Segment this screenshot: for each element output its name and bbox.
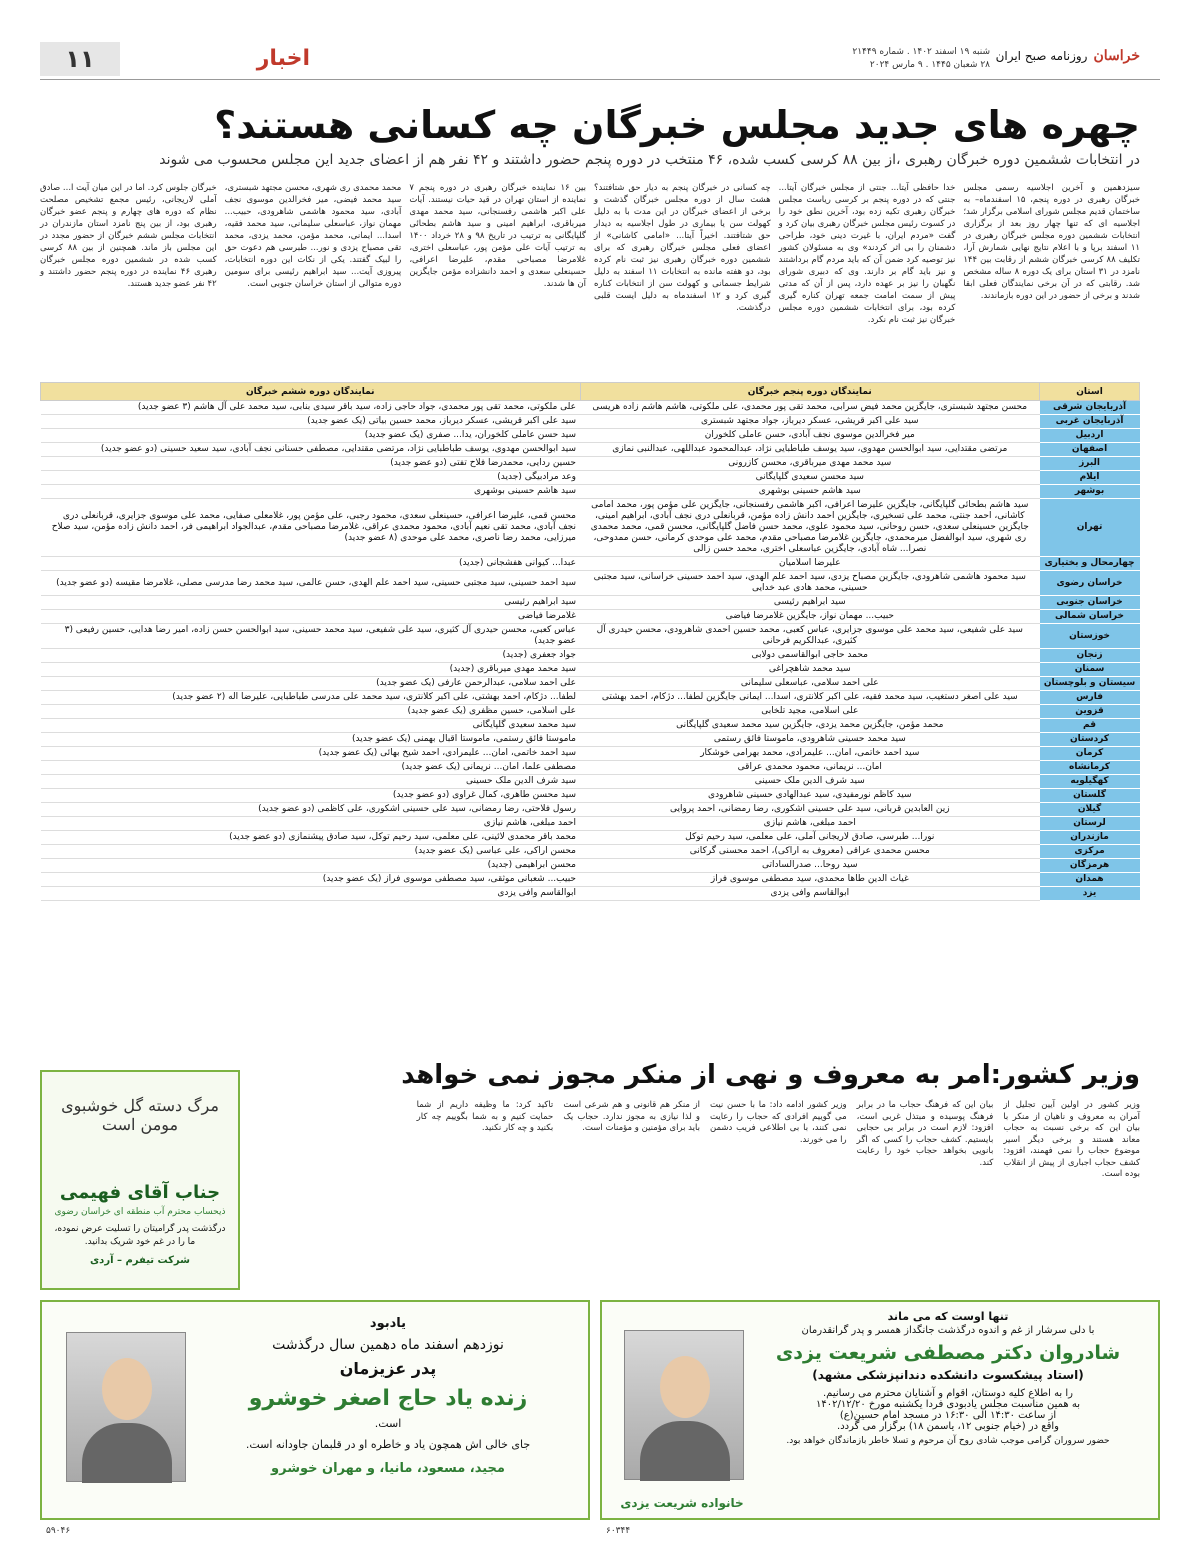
province-cell: یزد	[1040, 887, 1140, 901]
fifth-term-cell: سید محسن سعیدی گلپایگانی	[580, 471, 1040, 485]
portrait-body	[640, 1421, 730, 1481]
province-cell: زنجان	[1040, 649, 1140, 663]
sixth-term-cell: عباس کعبی، محسن حیدری آل کثیری، سید علی شفیعی، سید محمد حسینی، سید ابوالحسن حسن زاده، امیر رضا هدایی، حسین رفیعی (۳ عضو جدید)	[41, 624, 581, 649]
remembrance-title: یادبود	[369, 1316, 407, 1331]
table-row	[41, 803, 1140, 817]
table-row	[41, 499, 1140, 557]
sixth-term-cell: عبدا... کیوانی هفشجانی (جدید)	[41, 557, 581, 571]
fifth-term-cell: علی احمد سلامی، عباسعلی سلیمانی	[580, 677, 1040, 691]
memorial-ad-shariat	[600, 1300, 1160, 1536]
ad-code: ۵۹۰۴۶	[46, 1526, 71, 1536]
table-body	[41, 401, 1140, 901]
remembrance-line-1: نوزدهم اسفند ماه دهمین سال درگذشت	[272, 1337, 504, 1353]
memorial-body-2: به همین مناسبت مجلس یادبودی فردا یکشنبه مورخ ۱۴۰۲/۱۲/۲۰	[816, 1399, 1080, 1410]
table-row	[41, 705, 1140, 719]
province-cell: سیستان و بلوچستان	[1040, 677, 1140, 691]
province-cell: گلستان	[1040, 789, 1140, 803]
fifth-term-cell: نورا... طبرسی، صادق لاریجانی آملی، علی معلمی، سید رحیم توکل	[580, 831, 1040, 845]
sixth-term-cell: سید هاشم حسینی بوشهری	[41, 485, 581, 499]
sixth-term-cell: احمد مبلغی، هاشم نیازی	[41, 817, 581, 831]
province-cell: قزوین	[1040, 705, 1140, 719]
sixth-term-cell: مصطفی علما، امان... نریمانی (یک عضو جدید)	[41, 761, 581, 775]
fifth-term-cell: سید علی اکبر قریشی، عسکر دیرباز، جواد مجتهد شبستری	[580, 415, 1040, 429]
province-cell: کردستان	[1040, 733, 1140, 747]
table-row	[41, 457, 1140, 471]
table-row	[41, 873, 1140, 887]
sixth-term-cell: سید علی اکبر قریشی، عسکر دیرباز، محمد حسین بیاتی (یک عضو جدید)	[41, 415, 581, 429]
sixth-term-cell: رسول فلاحتی، رضا رمضانی، سید علی حسینی اشکوری، علی کاظمی (دو عضو جدید)	[41, 803, 581, 817]
remembrance-text	[198, 1316, 578, 1476]
brand-subtitle: روزنامه صبح ایران	[995, 49, 1088, 63]
table-row	[41, 429, 1140, 443]
minister-column: بیان این که فرهنگ حجاب ما در برابر فرهنگ پوسیده و مبتذل غربی است، افزود: لازم است در برابر بی حجابی بایستیم. کشف حجاب را کسی که اگر بانویی بخواهد حجاب خود را رعایت کند.	[856, 1100, 994, 1168]
sixth-term-cell: سید ابوالحسن مهدوی، یوسف طباطبایی نژاد، مرتضی مقتدایی، مصطفی حسنانی نجف آبادی، سید سعید حسینی (دو عضو جدید)	[41, 443, 581, 457]
province-cell: خراسان شمالی	[1040, 610, 1140, 624]
province-cell: آذربایجان شرقی	[1040, 401, 1140, 415]
condolence-body: درگذشت پدر گرامیتان را تسلیت عرض نموده، ما را در غم خود شریک بدانید.	[54, 1224, 226, 1247]
article-column: محمد محمدی ری شهری، محسن مجتهد شبستری، سید محمد فیضی، میر فخرالدین موسوی نجف آبادی، سید محمود هاشمی شاهرودی، حبیب... مهمان نواز، عباسعلی سلیمانی، سید محمد فقیه، اسدا... ایمانی، محمد مؤمن، محمد یزدی، محمد تقی مصباح یزدی و نور... طبرسی هم دعوت حق را لبیک گفتند. یکی از نکات این دوره انتخابات، پیروزی آیت... سید ابراهیم رئیسی برای سومین دوره متوالی از استان خراسان جنوبی است.	[224, 183, 402, 289]
province-cell: خراسان جنوبی	[1040, 596, 1140, 610]
memorial-body-1: را به اطلاع کلیه دوستان، اقوام و آشنایان محترم می رسانیم.	[823, 1388, 1073, 1399]
table-row	[41, 691, 1140, 705]
fifth-term-cell: میر فخرالدین موسوی نجف آبادی، حسن عاملی کلخوران	[580, 429, 1040, 443]
province-cell: کهگیلویه	[1040, 775, 1140, 789]
fifth-term-cell: سید ابراهیم رئیسی	[580, 596, 1040, 610]
province-cell: همدان	[1040, 873, 1140, 887]
memorial-top: تنها اوست که می ماند	[887, 1310, 1009, 1323]
province-cell: کرمانشاه	[1040, 761, 1140, 775]
brand-name: خراسان	[1093, 48, 1140, 64]
table-row	[41, 831, 1140, 845]
remembrance-name: زنده یاد حاج اصغر خوشرو	[248, 1386, 528, 1411]
remembrance-line-2: پدر عزیزمان	[339, 1359, 437, 1378]
fifth-term-cell: امان... نریمانی، محمود محمدی عراقی	[580, 761, 1040, 775]
province-cell: اصفهان	[1040, 443, 1140, 457]
fifth-term-cell: سید محمود هاشمی شاهرودی، جایگزین مصباح یزدی، سید احمد علم الهدی، سید احمد حسینی خراسانی، سید مجتبی حسینی، محمد هادی عبد خدایی	[580, 571, 1040, 596]
condolence-recipient: جناب آقای فهیمی	[59, 1182, 221, 1203]
memorial-ad-khoshro	[40, 1300, 590, 1536]
sixth-term-cell: سید احمد خاتمی، امان... علیمرادی، احمد شیخ بهائی (یک عضو جدید)	[41, 747, 581, 761]
memorial-intro: با دلی سرشار از غم و اندوه درگذشت جانگداز همسر و پدر گرانقدرمان	[801, 1325, 1095, 1336]
sixth-term-cell: وعد مرادبیگی (جدید)	[41, 471, 581, 485]
fifth-term-cell: محسن محمدی عراقی (معروف به اراکی)، احمد محسنی گرکانی	[580, 845, 1040, 859]
table-row	[41, 596, 1140, 610]
table-row	[41, 677, 1140, 691]
table-row	[41, 610, 1140, 624]
minister-column: تاکید کرد: ما وظیفه داریم از شما حمایت کنیم و به شما بگوییم چه کار بکنید و چه کار نکنید.	[416, 1100, 554, 1133]
section-name: اخبار	[256, 46, 310, 71]
sixth-term-cell: محمد باقر محمدی لائینی، علی معلمی، سید رحیم توکل، سید صادق پیشنمازی (دو عضو جدید)	[41, 831, 581, 845]
sixth-term-cell: علی اسلامی، حسین مظفری (یک عضو جدید)	[41, 705, 581, 719]
article-subtitle: در انتخابات ششمین دوره خبرگان رهبری ،از بین ۸۸ کرسی کسب شده، ۴۶ منتخب در دوره پنجم حضور داشتند و ۴۲ نفر هم از اعضای جدید این مجلس محسوب می شوند	[159, 152, 1140, 168]
fifth-term-cell: غیاث الدین طاها محمدی، سید مصطفی موسوی فراز	[580, 873, 1040, 887]
sixth-term-cell: سید محمد سعیدی گلپایگانی	[41, 719, 581, 733]
sixth-term-cell: ابوالقاسم وافی یزدی	[41, 887, 581, 901]
table-header-row	[41, 383, 1140, 401]
fifth-term-cell: سید علی اصغر دستغیب، سید محمد فقیه، علی اکبر کلانتری، اسدا... ایمانی جایگزین لطفا... دژکام، احمد بهشتی	[580, 691, 1040, 705]
fifth-term-cell: سید هاشم حسینی بوشهری	[580, 485, 1040, 499]
table-row	[41, 415, 1140, 429]
table-row	[41, 649, 1140, 663]
header-fifth-term: نمایندگان دوره پنجم خبرگان	[580, 383, 1040, 401]
fifth-term-cell: سید محمد شاهچراغی	[580, 663, 1040, 677]
province-cell: مازندران	[1040, 831, 1140, 845]
article-column: خدا حافظی آیتا... جنتی از مجلس خبرگان آیتا... جنتی که در دوره پنجم بر کرسی ریاست مجلس خبرگان رهبری تکیه زده بود، آخرین نطق خود را در کسوت رئیس مجلس خبرگان رهبری بیان کرد و گفت «مردم ایران، با غیرت دینی خود، طراحی دشمنان را بی اثر کردند» وی به مسئولان کشور نیز توصیه کرد ضمن آن که باید مردم گام برداشتند و نیز باید گام بر دارند. وی که دبیری شورای نگهبان را نیز بر عهده دارد، پس از آن که مدتی پیش از سمت امامت جمعه تهران کناره گیری کرده بود، برای انتخابات ششمین دوره مجلس خبرگان نیز ثبت نام نکرد.	[778, 183, 956, 325]
fifth-term-cell: زین العابدین قربانی، سید علی حسینی اشکوری، رضا رمضانی، احمد پروایی	[580, 803, 1040, 817]
article-headline: چهره های جدید مجلس خبرگان چه کسانی هستند؟	[214, 103, 1140, 147]
article-column: چه کسانی در خبرگان پنجم به دیار حق شتافتند؟ هشت سال از دوره مجلس خبرگان گذشت و برخی از اعضای خبرگان در این مدت با به دلیل کهولت سن یا بیماری در طول اجلاسیه به دیدار حق شتافتند. اخیراً آیتا... «امامی کاشانی» از اعضای فعلی مجلس خبرگان رهبری که برای ششمین دوره خبرگان رهبری نیز ثبت نام کرده بود، دو هفته مانده به انتخابات ۱۱ اسفند به دلیل شرایط جسمانی و کهولت سن از انتخابات کناره گیری کرد و ۱۲ اسفندماه به دلیل ایست قلبی درگذشت.	[593, 183, 771, 313]
remembrance-line-3: است.	[374, 1417, 402, 1430]
table-row	[41, 663, 1140, 677]
table-row	[41, 775, 1140, 789]
fifth-term-cell: سید احمد خاتمی، امان... علیمرادی، محمد بهرامی خوشکار	[580, 747, 1040, 761]
header-province: استان	[1040, 383, 1140, 401]
sixth-term-cell: ماموستا فائق رستمی، ماموستا اقبال بهمنی (یک عضو جدید)	[41, 733, 581, 747]
condolence-role: ذیحساب محترم آب منطقه ای خراسان رضوی	[54, 1207, 226, 1217]
fifth-term-cell: محسن مجتهد شبستری، جایگزین محمد فیض سرابی، محمد تقی پور محمدی، علی ملکوتی، هاشم هاشم زاده هریسی	[580, 401, 1040, 415]
condolence-box	[40, 1070, 240, 1290]
sixth-term-cell: سید محسن طاهری، کمال غراوی (دو عضو جدید)	[41, 789, 581, 803]
fifth-term-cell: حبیب... مهمان نواز، جایگزین غلامرضا فیاضی	[580, 610, 1040, 624]
province-cell: اردبیل	[1040, 429, 1140, 443]
header-sixth-term: نمایندگان دوره ششم خبرگان	[41, 383, 581, 401]
dateline-persian: شنبه ۱۹ اسفند ۱۴۰۲ . شماره ۲۱۴۴۹	[852, 47, 990, 57]
province-cell: هرمزگان	[1040, 859, 1140, 873]
sixth-term-cell: علی احمد سلامی، عبدالرحمن عارفی (یک عضو جدید)	[41, 677, 581, 691]
brand-logo[interactable]	[996, 48, 1140, 64]
table-row	[41, 571, 1140, 596]
article-column: سیزدهمین و آخرین اجلاسیه رسمی مجلس خبرگان رهبری در دوره پنجم، ۱۵ اسفندماه– به ساختمان قدیم مجلس شورای اسلامی برگزار شد؛ اجلاسیه ای که تنها چهار روز بعد از برگزاری انتخابات ششمین دوره مجلس خبرگان رهبری در ۱۱ اسفند برپا و با اعلام نتایج نهایی شمارش آرا، تکلیف ۸۸ کرسی خبرگان ششم از رقابت بین ۱۴۴ نامزد در ۳۱ استان برای یک دوره ۸ ساله مشخص شد. رقابتی که در آن برخی نمایندگان فعلی ابقا شدند و برخی از حضور در این دوره بازماندند.	[963, 183, 1140, 301]
sixth-term-cell: غلامرضا فیاضی	[41, 610, 581, 624]
minister-column: از منکر هم قانونی و هم شرعی است و لذا نیازی به مجوز ندارد. حجاب یک باید برای مؤمنین و مؤمنات است.	[563, 1100, 700, 1133]
memorial-family: خانواده شریعت یزدی	[620, 1496, 744, 1510]
province-cell: خوزستان	[1040, 624, 1140, 649]
remembrance-family: مجید، مسعود، مانیا، و مهران خوشرو	[271, 1461, 505, 1476]
memorial-body-5: حضور سروران گرامی موجب شادی روح آن مرحوم و تسلا خاطر بازماندگان خواهد بود.	[786, 1436, 1110, 1446]
province-cell: قم	[1040, 719, 1140, 733]
fifth-term-cell: احمد مبلغی، هاشم نیازی	[580, 817, 1040, 831]
sixth-term-cell: سید حسن عاملی کلخوران، یدا... صفری (یک عضو جدید)	[41, 429, 581, 443]
minister-column: وزیر کشور در اولین آیین تجلیل از آمران به معروف و ناهیان از منکر با بیان این که برخی نسبت به حجاب معاند هستند و برخی دیگر اسیر موضوع حجاب را نمی فهمند، افزود: کشف حجاب اجباری از پیش از انقلاب بوده است.	[1003, 1100, 1140, 1179]
table-row	[41, 733, 1140, 747]
portrait-body	[82, 1423, 172, 1483]
province-cell: خراسان رضوی	[1040, 571, 1140, 596]
minister-headline: وزیر کشور:امر به معروف و نهی از منکر مجوز نمی خواهد	[401, 1060, 1140, 1090]
condolence-motto: مرگ دسته گل خوشبوی مومن است	[61, 1096, 219, 1134]
sixth-term-cell: جواد جعفری (جدید)	[41, 649, 581, 663]
province-cell: البرز	[1040, 457, 1140, 471]
fifth-term-cell: سید هاشم بطحائی گلپایگانی، جایگزین علیرضا اعرافی، اکبر هاشمی رفسنجانی، جایگزین علی مؤمن پور، محمد امامی کاشانی، احمد جنتی، محمد علی تسخیری، جایگزین احمد دانش زاده مؤمن، قربانعلی دری نجف آبادی، ابراهیم امینی، جایگزین حسینعلی سعدی، حسن روحانی، سید محمود علوی، محمد حسن فاضل گلپایگانی، محسن قمی، محمد محمدی ری شهری، سید ابوالفضل میرمحمدی، جایگزین غلامرضا مصباحی مقدم، محمد علی موحدی کرمانی، حسن ممدوحی، نصرا... شاه آبادی، جایگزین عباسعلی اختری، محمد حسن زالی	[580, 499, 1040, 557]
page-number: ۱۱	[40, 42, 120, 76]
fifth-term-cell: سید علی شفیعی، سید محمد علی موسوی جزایری، عباس کعبی، محمد حسین احمدی شاهرودی، محسن حیدری آل کثیری، عبدالکریم فرحانی	[580, 624, 1040, 649]
sixth-term-cell: سید ابراهیم رئیسی	[41, 596, 581, 610]
fifth-term-cell: علی اسلامی، مجید تلخابی	[580, 705, 1040, 719]
table-row	[41, 485, 1140, 499]
portrait-head	[102, 1358, 152, 1420]
sixth-term-cell: محسن ابراهیمی (جدید)	[41, 859, 581, 873]
fifth-term-cell: سید روحا... صدرالساداتی	[580, 859, 1040, 873]
fifth-term-cell: ابوالقاسم وافی یزدی	[580, 887, 1040, 901]
sixth-term-cell: سید احمد حسینی، سید مجتبی حسینی، سید احمد علم الهدی، حسن عالمی، سید محمد رضا مدرسی مصلی، غلامرضا مقیسه (دو عضو جدید)	[41, 571, 581, 596]
fifth-term-cell: محمد مؤمن، جایگزین محمد یزدی، جایگزین سید محمد سعیدی گلپایگانی	[580, 719, 1040, 733]
fifth-term-cell: سید محمد مهدی میرباقری، محسن کازرونی	[580, 457, 1040, 471]
sixth-term-cell: سید محمد مهدی میرباقری (جدید)	[41, 663, 581, 677]
province-cell: چهارمحال و بختیاری	[1040, 557, 1140, 571]
table-row	[41, 443, 1140, 457]
table-row	[41, 817, 1140, 831]
fifth-term-cell: محمد حاجی ابوالقاسمی دولابی	[580, 649, 1040, 663]
portrait-photo	[66, 1332, 186, 1482]
table-row	[41, 761, 1140, 775]
sixth-term-cell: سید شرف الدین ملک حسینی	[41, 775, 581, 789]
province-cell: آذربایجان غربی	[1040, 415, 1140, 429]
representatives-table	[40, 382, 1140, 901]
remembrance-line-4: جای خالی اش همچون یاد و خاطره او در قلبمان جاودانه است.	[245, 1438, 531, 1451]
sixth-term-cell: حبیب... شعبانی موثقی، سید مصطفی موسوی فراز (یک عضو جدید)	[41, 873, 581, 887]
memorial-text	[748, 1310, 1148, 1446]
memorial-body-4: واقع در (خیام جنوبی ۱۲، یاسمن ۱۸) برگزار می گردد.	[837, 1421, 1059, 1432]
table-row	[41, 557, 1140, 571]
province-cell: گیلان	[1040, 803, 1140, 817]
province-cell: بوشهر	[1040, 485, 1140, 499]
province-cell: لرستان	[1040, 817, 1140, 831]
ad-code: ۶۰۳۴۴	[606, 1526, 631, 1536]
table-row	[41, 471, 1140, 485]
fifth-term-cell: علیرضا اسلامیان	[580, 557, 1040, 571]
memorial-name: شادروان دکتر مصطفی شریعت یزدی	[775, 1342, 1121, 1364]
minister-column	[270, 1100, 407, 1172]
fifth-term-cell: سید شرف الدین ملک حسینی	[580, 775, 1040, 789]
condolence-signer: شرکت تیفرم – آردی	[90, 1255, 190, 1266]
minister-column: وزیر کشور ادامه داد: ما با حسن نیت می گوییم افرادی که حجاب را رعایت نمی کنند، با بی اطلاعی فریب دشمن را می خورند.	[709, 1100, 847, 1145]
sixth-term-cell: لطفا... دژکام، احمد بهشتی، علی اکبر کلانتری، سید محمد علی مدرسی طباطبایی، علیرضا اله (۲ عضو جدید)	[41, 691, 581, 705]
table-row	[41, 887, 1140, 901]
sixth-term-cell: حسین ردایی، محمدرضا فلاح تفتی (دو عضو جدید)	[41, 457, 581, 471]
table-row	[41, 747, 1140, 761]
table-row	[41, 624, 1140, 649]
portrait-photo	[624, 1330, 744, 1480]
memorial-body-3: از ساعت ۱۴:۳۰ الی ۱۶:۳۰ در مسجد امام حسین(ع)	[839, 1410, 1057, 1421]
table-row	[41, 845, 1140, 859]
province-cell: تهران	[1040, 499, 1140, 557]
memorial-title: (استاد پیشکسوت دانشکده دندانپزشکی مشهد)	[812, 1368, 1084, 1382]
province-cell: کرمان	[1040, 747, 1140, 761]
sixth-term-cell: محسن قمی، علیرضا اعرافی، حسینعلی سعدی، محمود رجبی، علی مؤمن پور، غلامعلی صفایی، محمد علی موسوی جزایری، قربانعلی دری نجف آبادی، محمد تقی نعیم آبادی، محمود محمدی عراقی، غلامرضا مصباحی مقدم، عبدالجواد ابراهیمی فر، احمد دانش زاده مؤمن، سید صلاح میرزایی، محمد رضا ناصری، محمد علی موحدی (۸ عضو جدید)	[41, 499, 581, 557]
province-cell: ایلام	[1040, 471, 1140, 485]
table-row	[41, 719, 1140, 733]
minister-article-body	[270, 1100, 1140, 1179]
fifth-term-cell: مرتضی مقتدایی، سید ابوالحسن مهدوی، سید یوسف طباطبایی نژاد، عبدالمحمود عبداللهی، عبدالنبی نمازی	[580, 443, 1040, 457]
table-row	[41, 789, 1140, 803]
portrait-head	[660, 1356, 710, 1418]
fifth-term-cell: سید کاظم نورمفیدی، سید عبدالهادی حسینی شاهرودی	[580, 789, 1040, 803]
table-row	[41, 401, 1140, 415]
province-cell: فارس	[1040, 691, 1140, 705]
province-cell: مرکزی	[1040, 845, 1140, 859]
fifth-term-cell: سید محمد حسینی شاهرودی، ماموستا فائق رستمی	[580, 733, 1040, 747]
province-cell: سمنان	[1040, 663, 1140, 677]
article-column: خبرگان جلوس کرد. اما در این میان آیت ا... صادق آملی لاریجانی، رئیس مجمع تشخیص مصلحت نظام که دوره های چهارم و پنجم عضو خبرگان رهبری بود، از بین پنج نامزد استان مازندران در انتخابات مجلس ششم خبرگان از حضور مجدد در این مجلس باز ماند. همچنین از بین ۸۸ کرسی کسب شده در ششمین دوره مجلس خبرگان رهبری ۴۶ نماینده در دوره پنجم حضور داشتند و ۴۲ نفر عضو جدید هستند.	[39, 183, 217, 289]
article-column: بین ۱۶ نماینده خبرگان رهبری در دوره پنجم ۷ نماینده از استان تهران در قید حیات نیستند. آیات علی اکبر هاشمی رفسنجانی، سید محمد مهدی میرباقری، ابراهیم امینی و سید هاشم بطحائی گلپایگانی به ترتیب در تاریخ ۹۸ و ۲۸ خرداد ۱۴۰۰ به ترتیب آیات علی مؤمن پور، عباسعلی اختری، غلامرضا مصباحی مقدم، علیرضا اعرافی، حسینعلی سعدی و احمد دانشزاده مؤمن جایگزین آن ها شدند.	[409, 183, 586, 289]
page-header	[40, 40, 1160, 80]
article-body	[40, 182, 1140, 374]
dateline	[852, 46, 990, 72]
dateline-other: ۲۸ شعبان ۱۴۴۵ . ۹ مارس ۲۰۲۴	[869, 60, 990, 70]
table-row	[41, 859, 1140, 873]
sixth-term-cell: محسن اراکی، علی عباسی (یک عضو جدید)	[41, 845, 581, 859]
sixth-term-cell: علی ملکوتی، محمد تقی پور محمدی، جواد حاجی زاده، سید باقر سیدی بنابی، سید محمد علی آل هاشم (۳ عضو جدید)	[41, 401, 581, 415]
